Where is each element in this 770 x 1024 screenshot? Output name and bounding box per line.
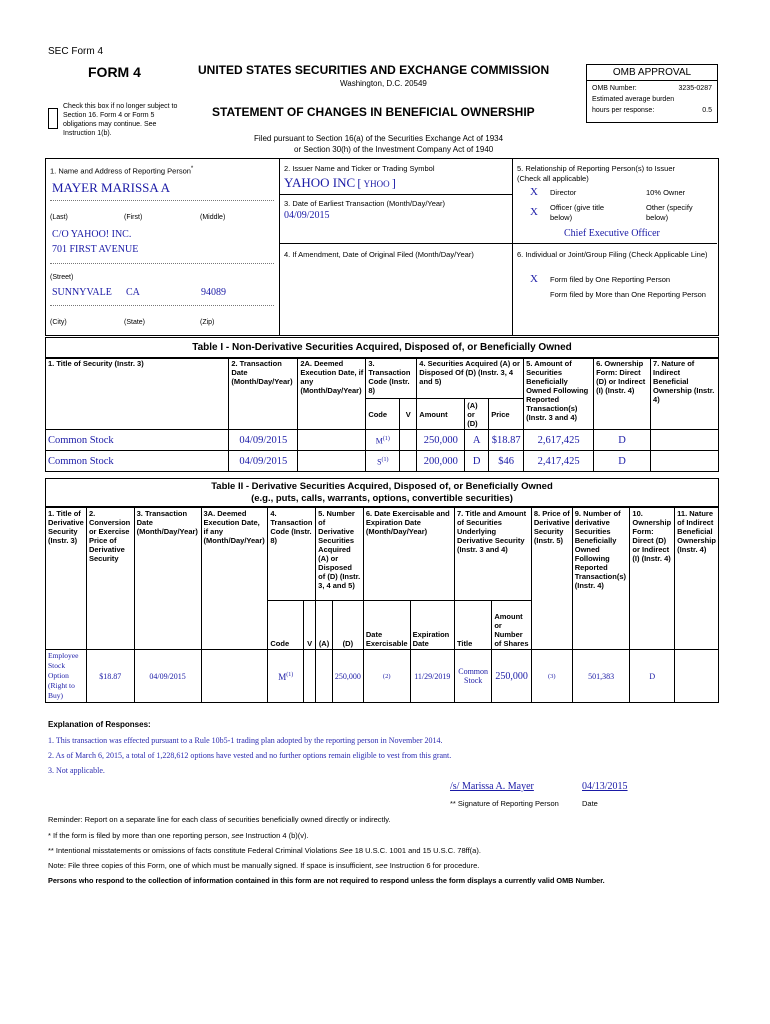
footer-note-1: * If the form is filed by more than one reporting person, see Instruction 4 (b)(v).	[48, 831, 309, 840]
t1-sub-ad: (A) or (D)	[465, 399, 489, 430]
sec-form-label: SEC Form 4	[48, 46, 104, 57]
director-label: Director	[550, 188, 577, 197]
table2-title: Table II - Derivative Securities Acquired, Disposed of, or Beneficially Owned	[211, 481, 553, 492]
table-row: Common Stock 04/09/2015 $S^{(1)}$ 200,000 D $46 2,417,425 D	[46, 451, 719, 472]
officer-check[interactable]: X	[530, 206, 538, 218]
t2-h-underlying: 7. Title and Amount of Securities Underlying Derivative Security (Instr. 3 and 4)	[454, 508, 531, 601]
t1-h-ownership: 6. Ownership Form: Direct (D) or Indirect (I) (Instr. 4)	[594, 358, 651, 430]
zip-value: 94089	[201, 287, 226, 298]
reporting-person-name: MAYER MARISSA A	[52, 180, 171, 195]
state-value: CA	[126, 287, 140, 298]
hours-value: 0.5	[702, 107, 712, 114]
signature-label: ** Signature of Reporting Person	[450, 799, 559, 808]
table2-title-bar	[45, 478, 719, 507]
t2-sub-title: Title	[454, 601, 491, 650]
filed-pursuant-line1: Filed pursuant to Section 16(a) of the Securities Exchange Act of 1934	[254, 134, 504, 143]
city-value: SUNNYVALE	[52, 287, 112, 298]
t1-sub-amount: Amount	[417, 399, 465, 430]
derivative-table	[45, 507, 719, 703]
first-label: (First)	[124, 214, 143, 221]
t2-sub-v: V	[304, 601, 316, 650]
zip-label: (Zip)	[200, 319, 215, 326]
t1-h-securities: 4. Securities Acquired (A) or Disposed Of (D) (Instr. 3, 4 and 5)	[417, 358, 524, 399]
signature-name: /s/ Marissa A. Mayer	[450, 781, 534, 792]
t2-sub-d: (D)	[332, 601, 363, 650]
burden-label: Estimated average burden	[592, 96, 675, 103]
other-label: Other (specify below)	[646, 203, 693, 222]
t2-h-number: 5. Number of Derivative Securities Acquired (A) or Disposed of (D) (Instr. 3, 4 and 5)	[316, 508, 364, 601]
box1-label: 1. Name and Address of Reporting Person*	[50, 166, 194, 176]
middle-label: (Middle)	[200, 214, 226, 221]
box5-label: 5. Relationship of Reporting Person(s) to Issuer (Check all applicable)	[517, 164, 675, 183]
box2-label: 2. Issuer Name and Ticker or Trading Symbol	[284, 164, 435, 173]
t1-h-deemed: 2A. Deemed Execution Date, if any (Month/Day/Year)	[298, 358, 366, 430]
director-check[interactable]: X	[530, 186, 538, 198]
state-label: (State)	[124, 319, 146, 326]
omb-title: OMB APPROVAL	[587, 65, 717, 81]
t2-h-price: 8. Price of Derivative Security (Instr. 5)	[531, 508, 572, 650]
t2-h-title: 1. Title of Derivative Security (Instr. 3)	[46, 508, 87, 650]
t2-sub-exercisable: Date Exercisable	[363, 601, 410, 650]
table2-subtitle: (e.g., puts, calls, warrants, options, convertible securities)	[251, 493, 513, 504]
t1-h-code: 3. Transaction Code (Instr. 8)	[366, 358, 417, 399]
address-line1: C/O YAHOO! INC.	[52, 229, 132, 240]
t1-sub-code: Code	[366, 399, 400, 430]
issuer-ticker: YAHOO INC [ YHOO ]	[284, 175, 396, 190]
form-title: FORM 4	[88, 64, 141, 80]
city-label: (City)	[50, 319, 67, 326]
issuer-name: YAHOO INC	[284, 175, 356, 190]
street-label: (Street)	[50, 274, 74, 281]
box4-label: 4. If Amendment, Date of Original Filed (Month/Day/Year)	[284, 250, 474, 259]
table-row: Employee Stock Option (Right to Buy) $18.87 04/09/2015 $M^{(1)}$ 250,000 (2) 11/29/2019 Common Stock 250,000 (3) 501,383 D	[46, 650, 719, 703]
statement-title: STATEMENT OF CHANGES IN BENEFICIAL OWNERSHIP	[212, 105, 535, 119]
t2-h-exercisable: 6. Date Exercisable and Expiration Date (Month/Day/Year)	[363, 508, 454, 601]
t2-sub-expiration: Expiration Date	[410, 601, 454, 650]
t1-h-amount: 5. Amount of Securities Beneficially Owned Following Reported Transaction(s) (Instr. 3 and 4)	[524, 358, 594, 430]
omb-number-label: OMB Number:	[592, 85, 637, 92]
omb-number-value: 3235-0287	[678, 85, 712, 92]
t2-sub-a: (A)	[316, 601, 333, 650]
t2-h-conversion: 2. Conversion or Exercise Price of Derivative Security	[86, 508, 134, 650]
omb-approval-box	[586, 64, 718, 123]
hours-label: hours per response:	[592, 107, 655, 114]
filed-pursuant-line2: or Section 30(h) of the Investment Company Act of 1940	[294, 145, 494, 154]
more-person-label: Form filed by More than One Reporting Person	[550, 290, 706, 299]
one-person-label: Form filed by One Reporting Person	[550, 275, 671, 284]
t2-sub-code: Code	[268, 601, 304, 650]
table-row: Common Stock 04/09/2015 $M^{(1)}$ 250,000 A $18.87 2,617,425 D	[46, 430, 719, 451]
t1-sub-price: Price	[489, 399, 524, 430]
table1-title: Table I - Non-Derivative Securities Acquired, Disposed of, or Beneficially Owned	[192, 342, 572, 353]
t1-h-date: 2. Transaction Date (Month/Day/Year)	[229, 358, 298, 430]
last-label: (Last)	[50, 214, 68, 221]
commission-city: Washington, D.C. 20549	[340, 79, 427, 88]
explanation-title: Explanation of Responses:	[48, 720, 151, 729]
ten-pct-label: 10% Owner	[646, 188, 686, 197]
reminder-text: Reminder: Report on a separate line for each class of securities beneficially owned directly or indirectly.	[48, 815, 391, 824]
date-label: Date	[582, 799, 598, 808]
footer-note-3: Note: File three copies of this Form, one of which must be manually signed. If space is insufficient, see Instruction 6 for procedure.	[48, 861, 480, 870]
ticker-symbol: YHOO	[363, 179, 390, 189]
footnote-2: 2. As of March 6, 2015, a total of 1,228,612 options have vested and no further options remain eligible to vest from this grant.	[48, 751, 452, 760]
footer-note-2: ** Intentional misstatements or omissions of facts constitute Federal Criminal Violations See 18 U.S.C. 1001 and 15 U.S.C. 78ff(a).	[48, 846, 481, 855]
t2-h-form: 10. Ownership Form: Direct (D) or Indirect (I) (Instr. 4)	[630, 508, 675, 650]
t2-h-owned: 9. Number of derivative Securities Beneficially Owned Following Reported Transaction(s) (Instr. 4)	[572, 508, 630, 650]
table1-title-bar	[45, 337, 719, 359]
footnote-3: 3. Not applicable.	[48, 766, 105, 775]
officer-label: Officer (give title below)	[550, 203, 605, 222]
one-person-check[interactable]: X	[530, 273, 538, 285]
no-longer-subject-checkbox[interactable]	[48, 108, 58, 129]
t2-h-date: 3. Transaction Date (Month/Day/Year)	[134, 508, 201, 650]
t1-sub-v: V	[400, 399, 417, 430]
t1-h-title: 1. Title of Security (Instr. 3)	[46, 358, 229, 430]
t2-sub-shares: Amount or Number of Shares	[492, 601, 532, 650]
t2-h-code: 4. Transaction Code (Instr. 8)	[268, 508, 316, 601]
earliest-transaction-date: 04/09/2015	[284, 210, 330, 221]
address-line2: 701 FIRST AVENUE	[52, 244, 139, 255]
box3-label: 3. Date of Earliest Transaction (Month/Day/Year)	[284, 199, 446, 208]
non-derivative-table	[45, 357, 719, 472]
commission-title: UNITED STATES SECURITIES AND EXCHANGE COMMISSION	[198, 63, 550, 77]
omb-notice: Persons who respond to the collection of information contained in this form are not required to respond unless the form displays a currently valid OMB Number.	[48, 876, 605, 885]
officer-title: Chief Executive Officer	[564, 228, 660, 239]
box6-label: 6. Individual or Joint/Group Filing (Check Applicable Line)	[517, 250, 708, 259]
footnote-1: 1. This transaction was effected pursuant to a Rule 10b5-1 trading plan adopted by the reporting person in November 2014.	[48, 736, 443, 745]
signature-date: 04/13/2015	[582, 781, 628, 792]
t2-h-nature: 11. Nature of Indirect Beneficial Ownership (Instr. 4)	[675, 508, 719, 650]
t2-h-deemed: 3A. Deemed Execution Date, if any (Month/Day/Year)	[201, 508, 268, 650]
t1-h-nature: 7. Nature of Indirect Beneficial Ownership (Instr. 4)	[651, 358, 719, 430]
checkbox-instructions: Check this box if no longer subject to Section 16. Form 4 or Form 5 obligations may continue. See Instruction 1(b).	[63, 103, 178, 137]
